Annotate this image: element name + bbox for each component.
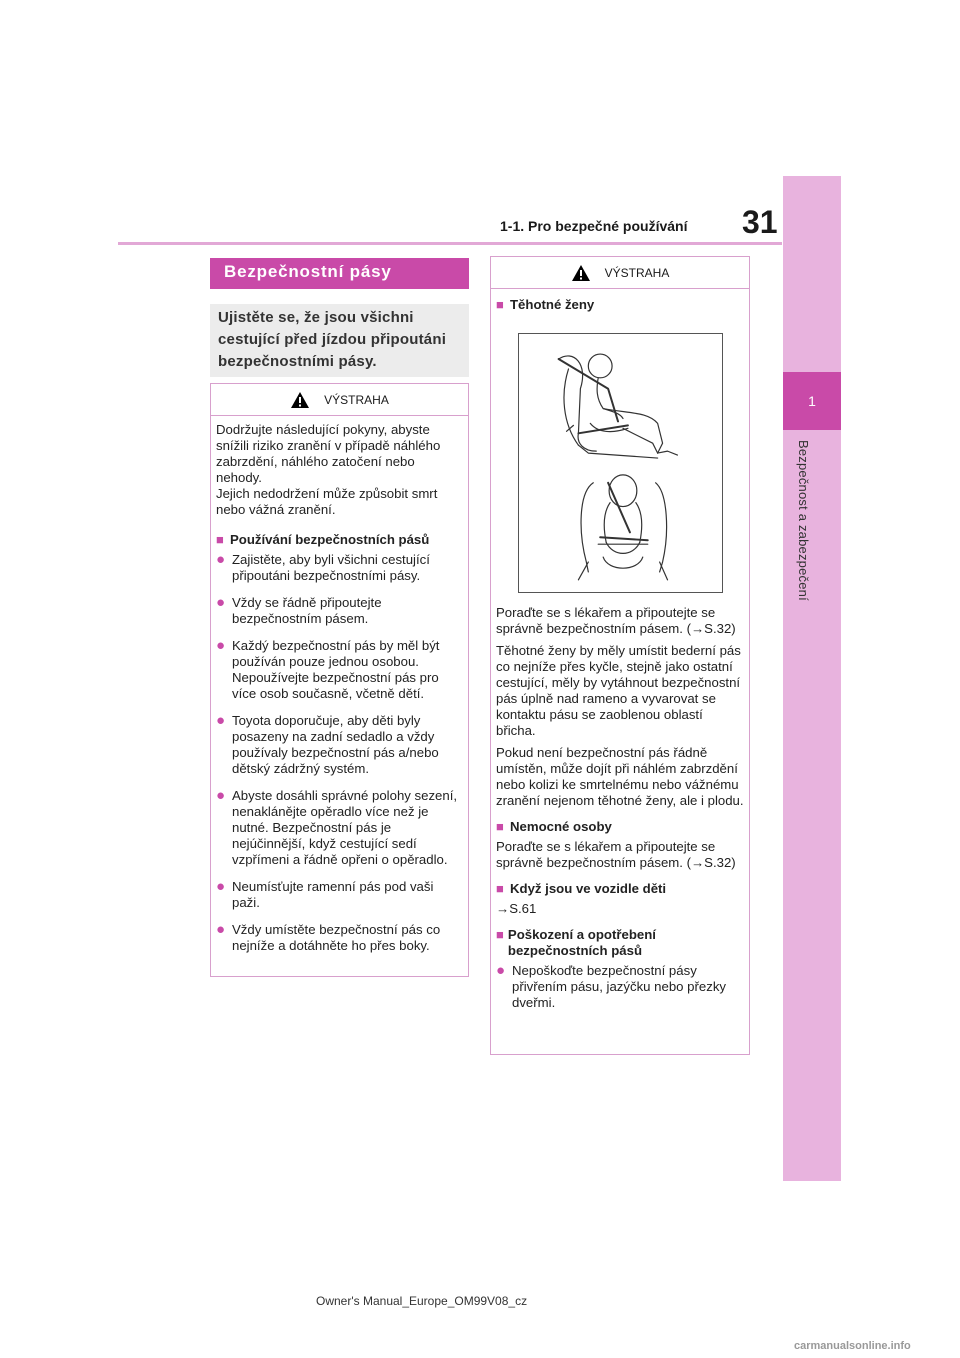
- subheading: ■ Těhotné ženy: [496, 297, 595, 312]
- chapter-number: 1: [783, 372, 841, 430]
- square-bullet-icon: ■: [496, 819, 504, 834]
- list-item: ● Vždy se řádně připoutejte bezpečnostním pásem.: [216, 594, 382, 626]
- chapter-label: Bezpečnost a zabezpečení: [796, 440, 811, 601]
- header-rule: [118, 242, 782, 245]
- list-item: ● Toyota doporučuje, aby děti byly posazeny na zadní sedadlo a vždy používaly bezpečnostní pás a/nebo dětský zádržný systém.: [216, 712, 439, 776]
- square-bullet-icon: ■: [216, 532, 224, 547]
- dot-bullet-icon: ●: [216, 594, 226, 611]
- warning-title: VÝSTRAHA: [604, 265, 670, 280]
- dot-bullet-icon: ●: [216, 787, 226, 804]
- list-item: ● Abyste dosáhli správné polohy sezení, nenaklánějte opěradlo více než je nutné. Bezpečnostní pás je nejúčinnější, když cestující sedí vzpřímeni a řádně opřeni o opěradlo.: [216, 787, 458, 867]
- subheading: ■ Používání bezpečnostních pásů: [216, 532, 430, 547]
- children-text: →S.61: [496, 901, 537, 916]
- dot-bullet-icon: ●: [216, 712, 226, 729]
- square-bullet-icon: ■: [496, 297, 504, 312]
- subheading: ■ Když jsou ve vozidle děti: [496, 881, 667, 896]
- footer: Owner's Manual_Europe_OM99V08_cz: [316, 1294, 528, 1308]
- section-header: 1-1. Pro bezpečné používání: [500, 218, 688, 234]
- intro-box: Ujistěte se, že jsou všichni cestující před jízdou připoutáni bezpečnostními pásy.: [210, 304, 469, 377]
- warning-header: [211, 384, 468, 416]
- left-warning-box: [210, 383, 469, 977]
- warning-header: [491, 257, 749, 289]
- list-item: ● Zajistěte, aby byli všichni cestující připoutáni bezpečnostními pásy.: [216, 551, 430, 583]
- pregnant-text-3: Pokud není bezpečnostní pás řádně umístěn, může dojít při náhlém zabrzdění nebo kolizi ke smrtelnému nebo vážnému zranění nejenom těhotné ženy, ale i plodu.: [496, 745, 744, 808]
- chapter-side-tab: [783, 176, 841, 1181]
- pregnant-seatbelt-illustration: [518, 333, 723, 593]
- watermark: carmanualsonline.info: [794, 1340, 911, 1352]
- dot-bullet-icon: ●: [216, 551, 226, 568]
- list-item: ● Vždy umístěte bezpečnostní pás co nejníže a dotáhněte ho přes boky.: [216, 921, 441, 953]
- warning-title: VÝSTRAHA: [324, 392, 389, 407]
- warning-triangle-icon: [290, 391, 310, 409]
- dot-bullet-icon: ●: [216, 921, 226, 938]
- page-number: 31: [742, 204, 778, 240]
- dot-bullet-icon: ●: [216, 637, 226, 654]
- pregnant-text-2: Těhotné ženy by měly umístit bederní pás co nejníže přes kyčle, stejně jako ostatní cestující, měly by vytáhnout bezpečnostní pás úplně nad rameno a vyvarovat se kontaktu pásu se zaoblenou oblastí břicha.: [496, 643, 741, 738]
- ill-text: Poraďte se s lékařem a připoutejte se správně bezpečnostním pásem. (→S.32): [496, 839, 736, 870]
- pregnant-text-1: Poraďte se s lékařem a připoutejte se správně bezpečnostním pásem. (→S.32): [496, 605, 736, 636]
- list-item: ● Neumísťujte ramenní pás pod vaši paži.: [216, 878, 434, 910]
- subheading: ■ Nemocné osoby: [496, 819, 612, 834]
- warning-paragraph: Dodržujte následující pokyny, abyste snížili riziko zranění v případě náhlého zabrzdění, náhlého zatočení nebo nehody.: [216, 422, 441, 485]
- warning-paragraph: Jejich nedodržení může způsobit smrt nebo vážná zranění.: [216, 486, 438, 517]
- square-bullet-icon: ■: [496, 881, 504, 896]
- dot-bullet-icon: ●: [496, 962, 506, 979]
- list-item: ● Každý bezpečnostní pás by měl být používán pouze jednou osobou. Nepoužívejte bezpečnostní pás pro více osob současně, včetně dětí.: [216, 637, 440, 701]
- list-item: ● Nepoškoďte bezpečnostní pásy přivřením pásu, jazýčku nebo přezky dveřmi.: [496, 962, 727, 1010]
- dot-bullet-icon: ●: [216, 878, 226, 895]
- section-title: Bezpečnostní pásy: [210, 258, 469, 289]
- right-warning-box: [490, 256, 750, 1055]
- subheading: ■ Poškození a opotřebení bezpečnostních pásů: [496, 927, 656, 958]
- square-bullet-icon: ■: [496, 927, 504, 942]
- warning-triangle-icon: [571, 264, 591, 282]
